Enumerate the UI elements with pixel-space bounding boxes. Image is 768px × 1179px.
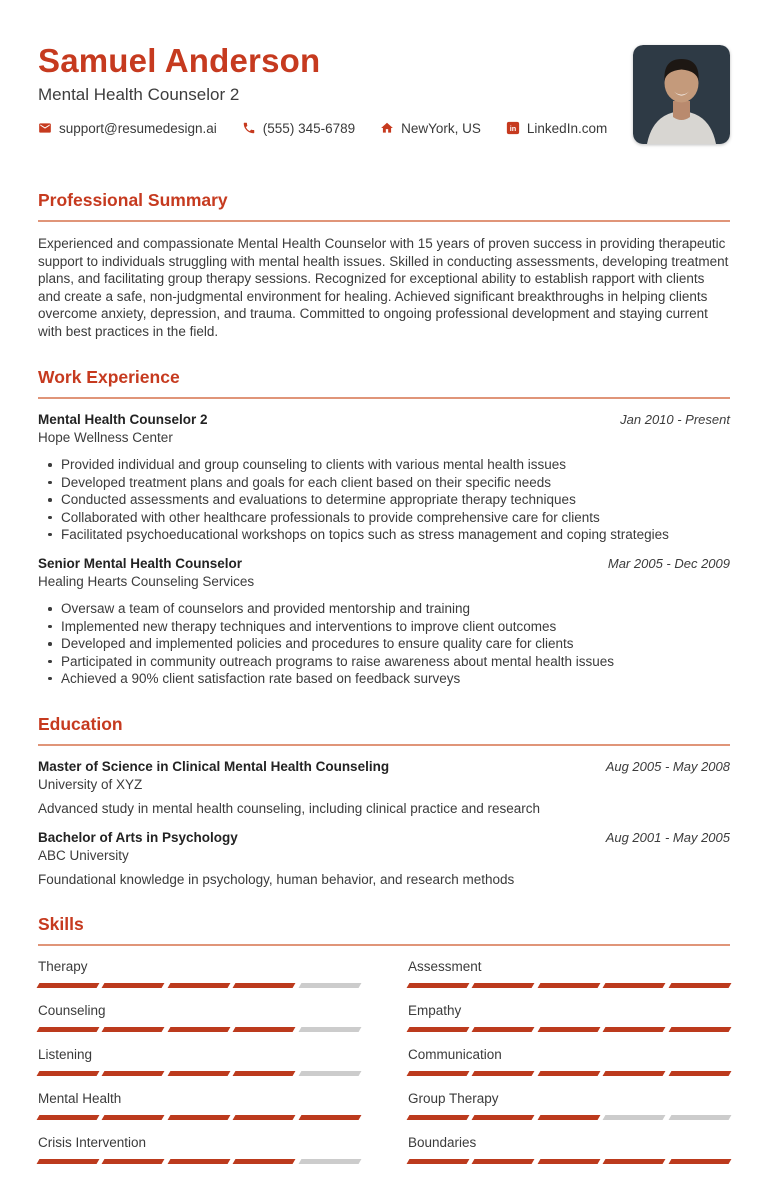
profile-photo-illustration [633, 45, 730, 144]
job-dates: Jan 2010 - Present [620, 412, 730, 428]
job-list [38, 412, 730, 687]
skill-bar-segment [407, 1027, 470, 1032]
skill-bar-segment [102, 983, 165, 988]
job-bullet: Implemented new therapy techniques and interventions to improve client outcomes [48, 618, 730, 635]
contact-home [380, 121, 481, 136]
skill-name: Mental Health [38, 1091, 122, 1107]
home-icon [380, 121, 394, 135]
job-bullet: Participated in community outreach programs to raise awareness about mental health issues [48, 653, 730, 670]
section-skills [38, 914, 730, 1179]
degree-list [38, 759, 730, 887]
job-bullet: Provided individual and group counseling to clients with various mental health issues [48, 456, 730, 473]
job-bullet: Developed and implemented policies and procedures to ensure quality care for clients [48, 635, 730, 652]
skill-bar-segment [407, 1071, 470, 1076]
job-bullet: Oversaw a team of counselors and provided mentorship and training [48, 600, 730, 617]
job-bullet-list [38, 456, 730, 543]
skill-bar-segment [233, 983, 296, 988]
skill-bar-segment [603, 1115, 666, 1120]
skill-bar-segment [537, 1027, 600, 1032]
skills-heading: Skills [38, 914, 730, 946]
skill-bar-segment [603, 1071, 666, 1076]
degree-dates: Aug 2001 - May 2005 [605, 830, 730, 846]
skill-bar-segment [167, 1159, 230, 1164]
job-dates: Mar 2005 - Dec 2009 [607, 556, 730, 572]
skill-bar-segment [668, 1071, 731, 1076]
skill-level-bar [408, 1159, 730, 1164]
skill-level-bar [408, 1027, 730, 1032]
svg-text:in: in [509, 124, 517, 134]
job-entry [38, 412, 730, 543]
skill-bar-segment [37, 1027, 100, 1032]
degree-description: Advanced study in mental health counseling, including clinical practice and research [38, 801, 541, 817]
skill-name: Empathy [408, 1003, 462, 1019]
skill-bar-segment [298, 1071, 361, 1076]
skill-level-bar [38, 1115, 360, 1120]
skill-bar-segment [407, 1159, 470, 1164]
skill-bar-segment [167, 1071, 230, 1076]
skill-name: Counseling [38, 1003, 106, 1019]
degree-description: Foundational knowledge in psychology, human behavior, and research methods [38, 872, 515, 888]
skill-item [408, 1047, 730, 1076]
skill-bar-segment [102, 1159, 165, 1164]
skill-bar-segment [603, 1159, 666, 1164]
linkedin-icon [506, 121, 520, 135]
phone-icon [242, 121, 256, 135]
profile-photo [633, 45, 730, 144]
skill-bar-segment [537, 1071, 600, 1076]
job-bullet: Achieved a 90% client satisfaction rate based on feedback surveys [48, 670, 730, 687]
degree-school: ABC University [38, 848, 129, 864]
section-work-experience [38, 367, 730, 687]
skill-bar-segment [167, 1115, 230, 1120]
degree-header [38, 830, 730, 845]
skill-bar-segment [298, 983, 361, 988]
skill-bar-segment [233, 1027, 296, 1032]
skill-bar-segment [603, 1027, 666, 1032]
degree-title: Master of Science in Clinical Mental Health Counseling [38, 759, 390, 775]
job-bullet-list [38, 600, 730, 687]
skill-bar-segment [407, 1115, 470, 1120]
skill-name: Listening [38, 1047, 93, 1063]
degree-school: University of XYZ [38, 777, 143, 793]
skill-item [38, 1047, 360, 1076]
contact-text: LinkedIn.com [526, 120, 608, 136]
skill-level-bar [38, 1027, 360, 1032]
skill-bar-segment [167, 1027, 230, 1032]
skill-bar-segment [37, 983, 100, 988]
contact-text: NewYork, US [401, 120, 481, 136]
skill-bar-segment [472, 1159, 535, 1164]
header-identity [38, 44, 607, 136]
skill-bar-segment [233, 1071, 296, 1076]
degree-entry [38, 830, 730, 887]
skill-item [408, 959, 730, 988]
skill-bar-segment [537, 983, 600, 988]
skill-item [408, 1091, 730, 1120]
skill-bar-segment [668, 1027, 731, 1032]
degree-title: Bachelor of Arts in Psychology [38, 830, 238, 846]
skill-bar-segment [407, 983, 470, 988]
job-company: Hope Wellness Center [38, 430, 173, 446]
skill-item [38, 1091, 360, 1120]
skill-bar-segment [472, 1027, 535, 1032]
contact-linkedin[interactable] [506, 121, 607, 136]
degree-dates: Aug 2005 - May 2008 [605, 759, 730, 775]
skill-bar-segment [668, 983, 731, 988]
skill-bar-segment [233, 1159, 296, 1164]
skill-item [38, 1003, 360, 1032]
skills-column-left [38, 959, 360, 1179]
skill-bar-segment [37, 1115, 100, 1120]
skill-bar-segment [537, 1115, 600, 1120]
summary-text: Experienced and compassionate Mental Health Counselor with 15 years of proven success in providing therapeutic support to individuals struggling with mental health issues. Skilled in conducting assessments, developing treatment plans, and facilitating group therapy sessions. Recognized for exceptional ability to establish rapport with clients and create a safe, non-judgmental environment for healing. Achieved significant breakthroughs in helping clients overcome anxiety, depression, and trauma. Committed to ongoing professional development and staying current with best practices in the field. [38, 236, 729, 339]
contact-row [38, 121, 607, 136]
person-job-title: Mental Health Counselor 2 [38, 84, 240, 104]
skill-bar-segment [668, 1159, 731, 1164]
skill-bar-segment [668, 1115, 731, 1120]
skill-bar-segment [298, 1027, 361, 1032]
education-heading: Education [38, 714, 730, 746]
skills-column-right [408, 959, 730, 1179]
job-company: Healing Hearts Counseling Services [38, 574, 255, 590]
skill-bar-segment [102, 1115, 165, 1120]
contact-email[interactable] [38, 121, 217, 136]
job-entry [38, 556, 730, 687]
skill-bar-segment [472, 1071, 535, 1076]
skill-bar-segment [233, 1115, 296, 1120]
contact-text: (555) 345-6789 [262, 120, 356, 136]
job-bullet: Developed treatment plans and goals for each client based on their specific needs [48, 474, 730, 491]
skill-name: Group Therapy [408, 1091, 499, 1107]
section-education [38, 714, 730, 887]
skill-bar-segment [472, 1115, 535, 1120]
skill-name: Crisis Intervention [38, 1135, 147, 1151]
resume-header [38, 44, 730, 144]
summary-heading: Professional Summary [38, 190, 730, 222]
skill-bar-segment [298, 1159, 361, 1164]
job-title: Senior Mental Health Counselor [38, 556, 243, 572]
work-heading: Work Experience [38, 367, 730, 399]
skill-item [38, 959, 360, 988]
skill-level-bar [408, 983, 730, 988]
skill-name: Assessment [408, 959, 482, 975]
skill-item [38, 1135, 360, 1164]
skill-level-bar [38, 983, 360, 988]
job-header [38, 412, 730, 427]
skill-bar-segment [537, 1159, 600, 1164]
skill-bar-segment [37, 1159, 100, 1164]
job-bullet: Conducted assessments and evaluations to determine appropriate therapy techniques [48, 491, 730, 508]
skill-level-bar [408, 1115, 730, 1120]
job-bullet: Facilitated psychoeducational workshops on topics such as stress management and coping strategies [48, 526, 730, 543]
contact-phone[interactable] [242, 121, 355, 136]
skill-level-bar [38, 1071, 360, 1076]
skill-bar-segment [102, 1027, 165, 1032]
skill-name: Communication [408, 1047, 502, 1063]
degree-header [38, 759, 730, 774]
skill-bar-segment [298, 1115, 361, 1120]
email-icon [38, 121, 52, 135]
skill-bar-segment [102, 1071, 165, 1076]
job-header [38, 556, 730, 571]
person-name: Samuel Anderson [38, 42, 321, 79]
skill-name: Boundaries [408, 1135, 477, 1151]
skill-level-bar [38, 1159, 360, 1164]
skill-bar-segment [37, 1071, 100, 1076]
degree-entry [38, 759, 730, 816]
skill-bar-segment [167, 983, 230, 988]
job-title: Mental Health Counselor 2 [38, 412, 208, 428]
skills-grid [38, 959, 730, 1179]
contact-text: support@resumedesign.ai [59, 120, 217, 136]
skill-item [408, 1135, 730, 1164]
job-bullet: Collaborated with other healthcare professionals to provide comprehensive care for clients [48, 509, 730, 526]
skill-bar-segment [603, 983, 666, 988]
skill-name: Therapy [38, 959, 88, 975]
section-professional-summary [38, 190, 730, 340]
skill-item [408, 1003, 730, 1032]
skill-bar-segment [472, 983, 535, 988]
skill-level-bar [408, 1071, 730, 1076]
